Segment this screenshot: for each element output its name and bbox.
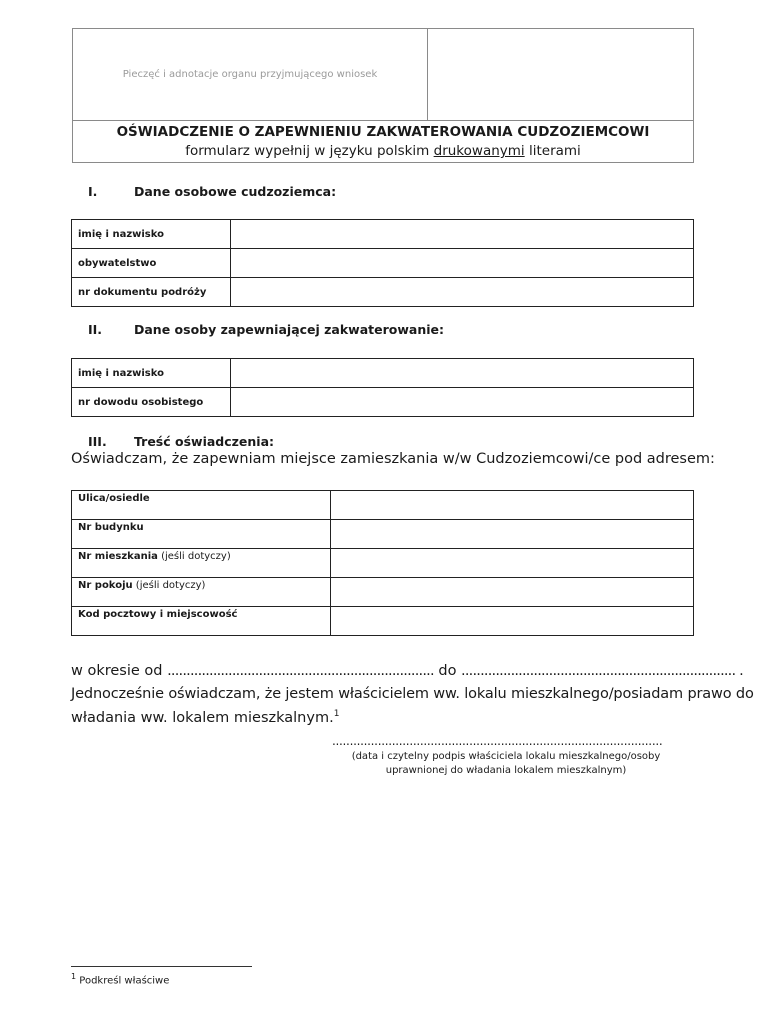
apartment-number-field[interactable] [331, 549, 694, 578]
header-divider [73, 120, 693, 121]
footnote-separator [71, 966, 252, 967]
subtitle-underlined: drukowanymi [433, 143, 525, 159]
form-title: OŚWIADCZENIE O ZAPEWNIENIU ZAKWATEROWANIA CUDZOZIEMCOWI [116, 124, 650, 140]
optional-note: (jeśli dotyczy) [132, 580, 206, 591]
address-label: Nr pokoju (jeśli dotyczy) [72, 578, 331, 607]
table-row [72, 278, 694, 307]
address-label: Kod pocztowy i miejscowość [72, 607, 331, 636]
host-id-field[interactable] [231, 388, 694, 417]
optional-note: (jeśli dotyczy) [157, 551, 231, 562]
statement-intro: Oświadczam, że zapewniam miejsce zamieszkania w/w Cudzoziemcowi/ce pod adresem: [71, 451, 715, 467]
subtitle-text-before: formularz wypełnij w języku polskim [185, 143, 434, 159]
table-row [72, 388, 694, 417]
host-data-table [71, 358, 694, 417]
host-name-field[interactable] [231, 359, 694, 388]
section3-title: Treść oświadczenia: [134, 434, 275, 449]
foreigner-passport-field[interactable] [231, 278, 694, 307]
section1-number: I. [88, 184, 98, 199]
footnote [71, 972, 169, 986]
date-from-field[interactable]: ...................................................................... [167, 663, 434, 679]
date-to-field[interactable]: ........................................................................ . [461, 663, 743, 679]
table-row [72, 578, 694, 607]
field-label: obywatelstwo [72, 249, 231, 278]
header-box [72, 28, 694, 163]
address-table [71, 490, 694, 636]
signature-caption-2: uprawnionej do władania lokalem mieszkalnym) [385, 765, 627, 776]
table-row [72, 549, 694, 578]
declaration-line1: Jednocześnie oświadczam, że jestem właścicielem ww. lokalu mieszkalnego/posiadam prawo do [71, 686, 754, 702]
field-label: imię i nazwisko [72, 220, 231, 249]
table-row [72, 607, 694, 636]
foreigner-name-field[interactable] [231, 220, 694, 249]
declaration-line2: władania ww. lokalem mieszkalnym.$^1$ [71, 709, 340, 726]
period-line: w okresie od ...................................................................... do ........................................................................ . [71, 663, 743, 679]
signature-field[interactable]: .............................................................................................. [332, 734, 663, 748]
foreigner-citizenship-field[interactable] [231, 249, 694, 278]
building-number-field[interactable] [331, 520, 694, 549]
field-label: nr dokumentu podróży [72, 278, 231, 307]
stamp-label: Pieczęć i adnotacje organu przyjmującego wniosek [122, 69, 378, 80]
table-row [72, 520, 694, 549]
footnote-ref: 1 [333, 709, 340, 719]
table-row [72, 491, 694, 520]
address-label: Nr budynku [72, 520, 331, 549]
section1-title: Dane osobowe cudzoziemca: [134, 184, 337, 199]
table-row [72, 220, 694, 249]
field-label: nr dowodu osobistego [72, 388, 231, 417]
footnote-number: 1 [71, 972, 77, 981]
section3-number: III. [88, 434, 107, 449]
section2-title: Dane osoby zapewniającej zakwaterowanie: [134, 322, 445, 337]
street-field[interactable] [331, 491, 694, 520]
form-subtitle [73, 143, 693, 159]
footnote-text: Podkreśl właściwe [79, 975, 170, 987]
stamp-area [73, 29, 428, 120]
signature-caption-1: (data i czytelny podpis właściciela lokalu mieszkalnego/osoby [351, 751, 661, 762]
address-label: Nr mieszkania (jeśli dotyczy) [72, 549, 331, 578]
subtitle-text-after: literami [524, 143, 581, 159]
field-label: imię i nazwisko [72, 359, 231, 388]
table-row [72, 249, 694, 278]
postal-code-city-field[interactable] [331, 607, 694, 636]
table-row [72, 359, 694, 388]
section2-number: II. [88, 322, 103, 337]
foreigner-data-table [71, 219, 694, 307]
address-label: Ulica/osiedle [72, 491, 331, 520]
room-number-field[interactable] [331, 578, 694, 607]
